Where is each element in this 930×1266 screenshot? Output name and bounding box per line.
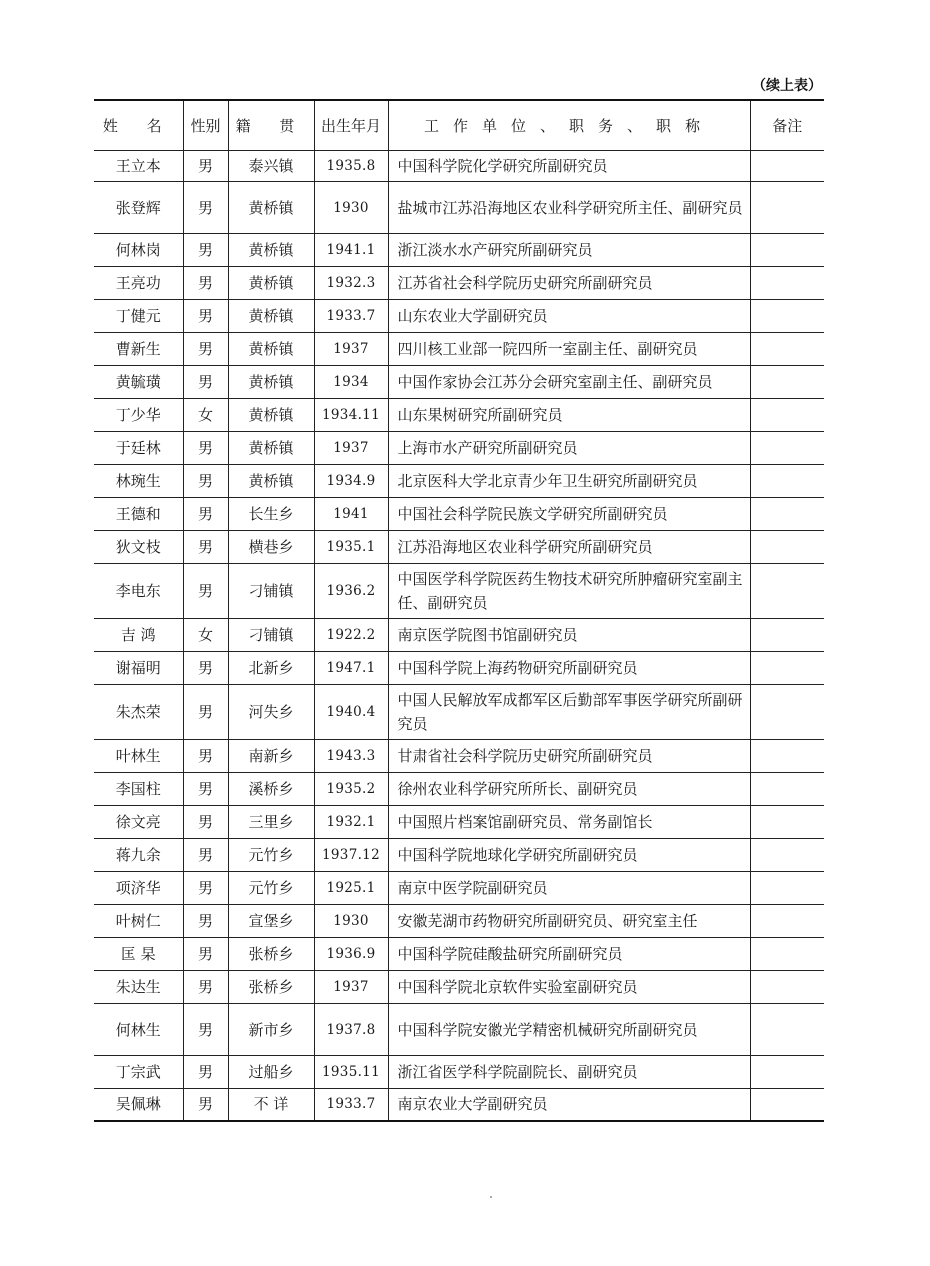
cell-work: 山东农业大学副研究员 [388, 300, 750, 333]
cell-sex: 男 [183, 182, 228, 234]
cell-note [750, 182, 824, 234]
header-birth: 出生年月 [314, 100, 388, 151]
cell-name: 张登辉 [94, 182, 183, 234]
cell-work: 中国科学院化学研究所副研究员 [388, 151, 750, 182]
cell-name: 何林岗 [94, 234, 183, 267]
cell-work: 安徽芜湖市药物研究所副研究员、研究室主任 [388, 905, 750, 938]
table-row [94, 1056, 824, 1089]
cell-sex: 男 [183, 151, 228, 182]
cell-birth: 1930 [314, 905, 388, 938]
cell-note [750, 619, 824, 652]
header-name: 姓 名 [94, 100, 183, 151]
cell-sex: 男 [183, 564, 228, 619]
cell-sex: 男 [183, 740, 228, 773]
cell-work: 中国科学院上海药物研究所副研究员 [388, 652, 750, 685]
cell-native-place: 不 详 [228, 1089, 314, 1121]
cell-birth: 1925.1 [314, 872, 388, 905]
cell-native-place: 黄桥镇 [228, 267, 314, 300]
cell-native-place: 宣堡乡 [228, 905, 314, 938]
cell-birth: 1935.1 [314, 531, 388, 564]
cell-birth: 1940.4 [314, 685, 388, 740]
cell-sex: 男 [183, 234, 228, 267]
cell-sex: 男 [183, 839, 228, 872]
cell-birth: 1932.3 [314, 267, 388, 300]
cell-sex: 男 [183, 333, 228, 366]
cell-work: 中国人民解放军成都军区后勤部军事医学研究所副研究员 [388, 685, 750, 740]
cell-birth: 1936.2 [314, 564, 388, 619]
cell-birth: 1932.1 [314, 806, 388, 839]
cell-note [750, 773, 824, 806]
cell-work: 南京农业大学副研究员 [388, 1089, 750, 1121]
cell-birth: 1930 [314, 182, 388, 234]
cell-name: 谢福明 [94, 652, 183, 685]
cell-native-place: 黄桥镇 [228, 366, 314, 399]
cell-note [750, 498, 824, 531]
cell-birth: 1937 [314, 971, 388, 1004]
cell-native-place: 张桥乡 [228, 971, 314, 1004]
cell-native-place: 三里乡 [228, 806, 314, 839]
cell-note [750, 905, 824, 938]
cell-native-place: 元竹乡 [228, 872, 314, 905]
cell-native-place: 长生乡 [228, 498, 314, 531]
cell-work: 上海市水产研究所副研究员 [388, 432, 750, 465]
cell-native-place: 黄桥镇 [228, 300, 314, 333]
table-row [94, 938, 824, 971]
cell-work: 北京医科大学北京青少年卫生研究所副研究员 [388, 465, 750, 498]
cell-native-place: 黄桥镇 [228, 465, 314, 498]
header-note: 备注 [750, 100, 824, 151]
cell-note [750, 872, 824, 905]
cell-sex: 男 [183, 773, 228, 806]
continued-label: （续上表） [752, 78, 822, 94]
cell-name: 叶树仁 [94, 905, 183, 938]
table-row [94, 905, 824, 938]
cell-name: 匡 杲 [94, 938, 183, 971]
cell-birth: 1941 [314, 498, 388, 531]
cell-name: 林琬生 [94, 465, 183, 498]
scan-speck [490, 1196, 492, 1198]
cell-name: 朱杰荣 [94, 685, 183, 740]
cell-sex: 男 [183, 938, 228, 971]
cell-name: 项济华 [94, 872, 183, 905]
cell-work: 浙江省医学科学院副院长、副研究员 [388, 1056, 750, 1089]
cell-work: 中国科学院安徽光学精密机械研究所副研究员 [388, 1004, 750, 1056]
cell-native-place: 过船乡 [228, 1056, 314, 1089]
cell-sex: 女 [183, 399, 228, 432]
cell-work: 中国社会科学院民族文学研究所副研究员 [388, 498, 750, 531]
table-row [94, 234, 824, 267]
cell-native-place: 新市乡 [228, 1004, 314, 1056]
header-native-place: 籍 贯 [228, 100, 314, 151]
cell-note [750, 652, 824, 685]
cell-native-place: 黄桥镇 [228, 432, 314, 465]
cell-work: 盐城市江苏沿海地区农业科学研究所主任、副研究员 [388, 182, 750, 234]
cell-note [750, 465, 824, 498]
cell-name: 狄文枝 [94, 531, 183, 564]
cell-note [750, 399, 824, 432]
cell-name: 李电东 [94, 564, 183, 619]
cell-work: 徐州农业科学研究所所长、副研究员 [388, 773, 750, 806]
cell-work: 浙江淡水水产研究所副研究员 [388, 234, 750, 267]
cell-note [750, 685, 824, 740]
cell-work: 南京中医学院副研究员 [388, 872, 750, 905]
cell-name: 于廷林 [94, 432, 183, 465]
cell-native-place: 黄桥镇 [228, 182, 314, 234]
cell-work: 山东果树研究所副研究员 [388, 399, 750, 432]
cell-name: 叶林生 [94, 740, 183, 773]
cell-native-place: 黄桥镇 [228, 234, 314, 267]
cell-sex: 男 [183, 685, 228, 740]
cell-native-place: 横巷乡 [228, 531, 314, 564]
cell-note [750, 740, 824, 773]
cell-name: 何林生 [94, 1004, 183, 1056]
cell-note [750, 531, 824, 564]
cell-work: 南京医学院图书馆副研究员 [388, 619, 750, 652]
cell-sex: 男 [183, 366, 228, 399]
cell-sex: 男 [183, 905, 228, 938]
header-work: 工作单位、职务、职称 [388, 100, 750, 151]
table-row [94, 531, 824, 564]
table-row [94, 366, 824, 399]
cell-name: 李国柱 [94, 773, 183, 806]
cell-native-place: 北新乡 [228, 652, 314, 685]
header-row [94, 100, 824, 151]
cell-native-place: 泰兴镇 [228, 151, 314, 182]
table-row [94, 839, 824, 872]
cell-sex: 男 [183, 1056, 228, 1089]
cell-name: 王立本 [94, 151, 183, 182]
cell-note [750, 267, 824, 300]
table-row [94, 652, 824, 685]
cell-work: 江苏沿海地区农业科学研究所副研究员 [388, 531, 750, 564]
cell-native-place: 元竹乡 [228, 839, 314, 872]
cell-birth: 1934 [314, 366, 388, 399]
cell-birth: 1933.7 [314, 1089, 388, 1121]
table-row [94, 1004, 824, 1056]
cell-note [750, 971, 824, 1004]
cell-sex: 男 [183, 465, 228, 498]
cell-note [750, 234, 824, 267]
cell-sex: 男 [183, 300, 228, 333]
table-row [94, 465, 824, 498]
cell-name: 吉 鸿 [94, 619, 183, 652]
cell-note [750, 300, 824, 333]
table-row [94, 740, 824, 773]
table-row [94, 619, 824, 652]
cell-birth: 1937 [314, 432, 388, 465]
cell-note [750, 1089, 824, 1121]
table-row [94, 1089, 824, 1121]
cell-birth: 1937 [314, 333, 388, 366]
cell-sex: 女 [183, 619, 228, 652]
table-row [94, 432, 824, 465]
cell-work: 中国科学院硅酸盐研究所副研究员 [388, 938, 750, 971]
table-row [94, 685, 824, 740]
cell-birth: 1935.11 [314, 1056, 388, 1089]
cell-name: 丁少华 [94, 399, 183, 432]
cell-native-place: 黄桥镇 [228, 333, 314, 366]
cell-birth: 1935.8 [314, 151, 388, 182]
cell-sex: 男 [183, 652, 228, 685]
cell-work: 甘肃省社会科学院历史研究所副研究员 [388, 740, 750, 773]
cell-name: 黄毓璜 [94, 366, 183, 399]
cell-native-place: 南新乡 [228, 740, 314, 773]
table-row [94, 971, 824, 1004]
cell-sex: 男 [183, 267, 228, 300]
cell-birth: 1937.12 [314, 839, 388, 872]
cell-note [750, 432, 824, 465]
cell-note [750, 333, 824, 366]
cell-work: 中国科学院北京软件实验室副研究员 [388, 971, 750, 1004]
cell-note [750, 839, 824, 872]
cell-note [750, 806, 824, 839]
cell-note [750, 1004, 824, 1056]
cell-birth: 1947.1 [314, 652, 388, 685]
cell-native-place: 张桥乡 [228, 938, 314, 971]
cell-name: 王亮功 [94, 267, 183, 300]
cell-native-place: 溪桥乡 [228, 773, 314, 806]
table-row [94, 872, 824, 905]
personnel-table [94, 99, 824, 1122]
cell-sex: 男 [183, 498, 228, 531]
cell-note [750, 938, 824, 971]
cell-birth: 1943.3 [314, 740, 388, 773]
cell-note [750, 366, 824, 399]
cell-work: 中国照片档案馆副研究员、常务副馆长 [388, 806, 750, 839]
cell-name: 蒋九余 [94, 839, 183, 872]
cell-name: 吴佩琳 [94, 1089, 183, 1121]
cell-birth: 1934.11 [314, 399, 388, 432]
cell-name: 丁健元 [94, 300, 183, 333]
cell-native-place: 河失乡 [228, 685, 314, 740]
cell-birth: 1934.9 [314, 465, 388, 498]
cell-note [750, 1056, 824, 1089]
cell-work: 四川核工业部一院四所一室副主任、副研究员 [388, 333, 750, 366]
table-row [94, 498, 824, 531]
cell-work: 中国作家协会江苏分会研究室副主任、副研究员 [388, 366, 750, 399]
cell-name: 丁宗武 [94, 1056, 183, 1089]
cell-birth: 1941.1 [314, 234, 388, 267]
header-sex: 性别 [183, 100, 228, 151]
cell-name: 徐文亮 [94, 806, 183, 839]
cell-native-place: 黄桥镇 [228, 399, 314, 432]
table-row [94, 564, 824, 619]
cell-sex: 男 [183, 1089, 228, 1121]
cell-sex: 男 [183, 872, 228, 905]
table-row [94, 182, 824, 234]
table-row [94, 773, 824, 806]
cell-note [750, 564, 824, 619]
cell-native-place: 刁铺镇 [228, 564, 314, 619]
table-row [94, 151, 824, 182]
cell-birth: 1933.7 [314, 300, 388, 333]
cell-name: 朱达生 [94, 971, 183, 1004]
cell-sex: 男 [183, 806, 228, 839]
cell-birth: 1936.9 [314, 938, 388, 971]
cell-birth: 1922.2 [314, 619, 388, 652]
cell-native-place: 刁铺镇 [228, 619, 314, 652]
table-row [94, 333, 824, 366]
table-row [94, 806, 824, 839]
cell-birth: 1937.8 [314, 1004, 388, 1056]
cell-sex: 男 [183, 971, 228, 1004]
cell-work: 中国医学科学院医药生物技术研究所肿瘤研究室副主任、副研究员 [388, 564, 750, 619]
cell-work: 江苏省社会科学院历史研究所副研究员 [388, 267, 750, 300]
table-row [94, 300, 824, 333]
cell-sex: 男 [183, 432, 228, 465]
cell-birth: 1935.2 [314, 773, 388, 806]
table-row [94, 267, 824, 300]
table-row [94, 399, 824, 432]
cell-note [750, 151, 824, 182]
cell-name: 曹新生 [94, 333, 183, 366]
cell-sex: 男 [183, 1004, 228, 1056]
cell-sex: 男 [183, 531, 228, 564]
cell-name: 王德和 [94, 498, 183, 531]
cell-work: 中国科学院地球化学研究所副研究员 [388, 839, 750, 872]
